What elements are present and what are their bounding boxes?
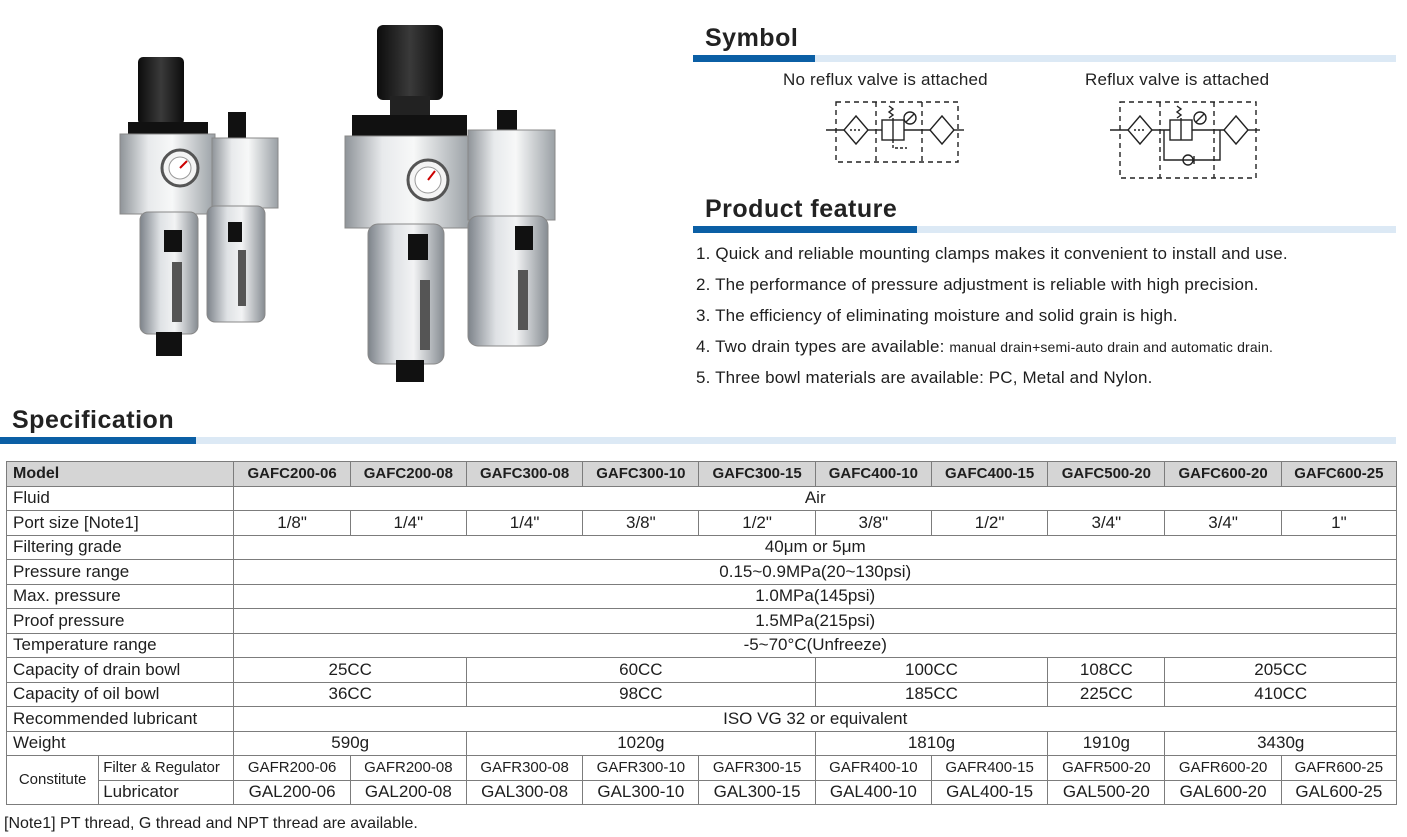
row-value: GAFR500-20 [1048,756,1165,781]
header-accent-bar [693,226,917,233]
row-label: Capacity of drain bowl [7,658,234,683]
no-reflux-label: No reflux valve is attached [783,70,988,89]
feature-item [696,244,1396,275]
row-value: 40μm or 5μm [234,535,1397,560]
row-value: 410CC [1165,682,1397,707]
large-lubricator-unit [468,110,555,346]
row-value: 590g [234,731,467,756]
row-value: 98CC [466,682,815,707]
model-header-cell: GAFC400-15 [931,462,1047,487]
feature-text-small: manual drain+semi-auto drain and automatic drain. [949,339,1274,355]
row-value: 1020g [466,731,815,756]
model-header-cell: GAFC300-15 [699,462,815,487]
row-label: Fluid [7,486,234,511]
row-label: Pressure range [7,560,234,585]
model-header-cell: GAFC600-25 [1281,462,1396,487]
row-value: 3/8" [815,511,931,536]
feature-number: 3. [696,306,711,325]
feature-text: Quick and reliable mounting clamps makes it convenient to install and use. [715,244,1288,263]
feature-item [696,275,1396,306]
feature-item [696,337,1396,368]
row-value: 1.5MPa(215psi) [234,609,1397,634]
specification-table [6,461,1397,805]
row-label: Capacity of oil bowl [7,682,234,707]
row-value: GAL600-20 [1165,780,1281,805]
model-header-label: Model [7,462,234,487]
header-accent-bar [0,437,196,444]
row-value: ISO VG 32 or equivalent [234,707,1397,732]
table-row [7,486,1397,511]
header-light-bar [815,55,1396,62]
row-value: GAFR200-08 [350,756,466,781]
header-light-bar [196,437,1396,444]
model-header-cell: GAFC500-20 [1048,462,1165,487]
row-value: 60CC [466,658,815,683]
feature-text: The performance of pressure adjustment is reliable with high precision. [715,275,1259,294]
feature-item [696,368,1396,399]
row-label: Proof pressure [7,609,234,634]
row-value: 205CC [1165,658,1397,683]
feature-text: Three bowl materials are available: PC, Metal and Nylon. [715,368,1153,387]
row-value: 3/8" [583,511,699,536]
row-value: GAFR200-06 [234,756,350,781]
row-value: Air [234,486,1397,511]
row-value: 3430g [1165,731,1397,756]
specification-title: Specification [12,406,175,434]
small-lubricator-unit [207,112,278,322]
symbol-section-header [693,22,1396,62]
row-value: 1810g [815,731,1048,756]
row-value: 225CC [1048,682,1165,707]
feature-section-header [693,193,1396,233]
row-value: GAFR400-15 [931,756,1047,781]
row-value: GAFR600-20 [1165,756,1281,781]
table-row [7,780,1397,805]
header-light-bar [917,226,1396,233]
row-value: 25CC [234,658,467,683]
row-value: GAL400-15 [931,780,1047,805]
constitute-label: Constitute [7,756,99,805]
product-photo [0,0,680,400]
table-row [7,535,1397,560]
row-value: GAL200-06 [234,780,350,805]
row-label: Port size [Note1] [7,511,234,536]
header-accent-bar [693,55,815,62]
feature-number: 4. [696,337,711,356]
lubricator-label: Lubricator [99,780,234,805]
row-label: Max. pressure [7,584,234,609]
symbol-title: Symbol [705,24,799,52]
feature-list [696,244,1396,399]
table-row [7,560,1397,585]
feature-title: Product feature [705,195,898,223]
feature-item [696,306,1396,337]
row-label: Filtering grade [7,535,234,560]
model-header-row [7,462,1397,487]
footnote: [Note1] PT thread, G thread and NPT thread are available. [4,815,418,832]
row-value: GAL300-10 [583,780,699,805]
table-row [7,511,1397,536]
table-row [7,682,1397,707]
table-row [7,633,1397,658]
row-value: 0.15~0.9MPa(20~130psi) [234,560,1397,585]
table-row [7,756,1397,781]
table-row [7,609,1397,634]
model-header-cell: GAFC300-08 [466,462,582,487]
row-value: GAL400-10 [815,780,931,805]
row-value: GAL600-25 [1281,780,1396,805]
row-label: Weight [7,731,234,756]
feature-text: Two drain types are available: [715,337,950,356]
row-value: 3/4" [1048,511,1165,536]
row-value: 36CC [234,682,467,707]
model-header-cell: GAFC200-08 [350,462,466,487]
row-value: 108CC [1048,658,1165,683]
reflux-symbol-icon [1110,98,1260,182]
small-regulator-unit [120,57,215,356]
feature-number: 5. [696,368,711,387]
row-value: -5~70°C(Unfreeze) [234,633,1397,658]
row-value: GAFR300-08 [466,756,582,781]
row-value: 1/4" [466,511,582,536]
row-value: 1.0MPa(145psi) [234,584,1397,609]
row-value: GAL200-08 [350,780,466,805]
row-value: GAFR400-10 [815,756,931,781]
table-row [7,707,1397,732]
row-label: Temperature range [7,633,234,658]
model-header-cell: GAFC400-10 [815,462,931,487]
row-label: Recommended lubricant [7,707,234,732]
row-value: 1/8" [234,511,350,536]
row-value: 1/2" [931,511,1047,536]
row-value: GAL500-20 [1048,780,1165,805]
filter-regulator-label: Filter & Regulator [99,756,234,781]
table-row [7,658,1397,683]
no-reflux-symbol-icon [826,98,964,166]
reflux-label: Reflux valve is attached [1085,70,1270,89]
row-value: GAFR300-10 [583,756,699,781]
row-value: 1/2" [699,511,815,536]
row-value: GAL300-08 [466,780,582,805]
model-header-cell: GAFC600-20 [1165,462,1281,487]
row-value: GAL300-15 [699,780,815,805]
specification-section-header [0,404,1396,444]
large-regulator-unit [345,25,470,382]
table-row [7,731,1397,756]
row-value: GAFR300-15 [699,756,815,781]
table-row [7,584,1397,609]
feature-number: 2. [696,275,711,294]
row-value: GAFR600-25 [1281,756,1396,781]
row-value: 185CC [815,682,1048,707]
row-value: 100CC [815,658,1048,683]
model-header-cell: GAFC200-06 [234,462,350,487]
feature-text: The efficiency of eliminating moisture and solid grain is high. [715,306,1178,325]
row-value: 1910g [1048,731,1165,756]
row-value: 3/4" [1165,511,1281,536]
model-header-cell: GAFC300-10 [583,462,699,487]
row-value: 1/4" [350,511,466,536]
feature-number: 1. [696,244,711,263]
row-value: 1" [1281,511,1396,536]
